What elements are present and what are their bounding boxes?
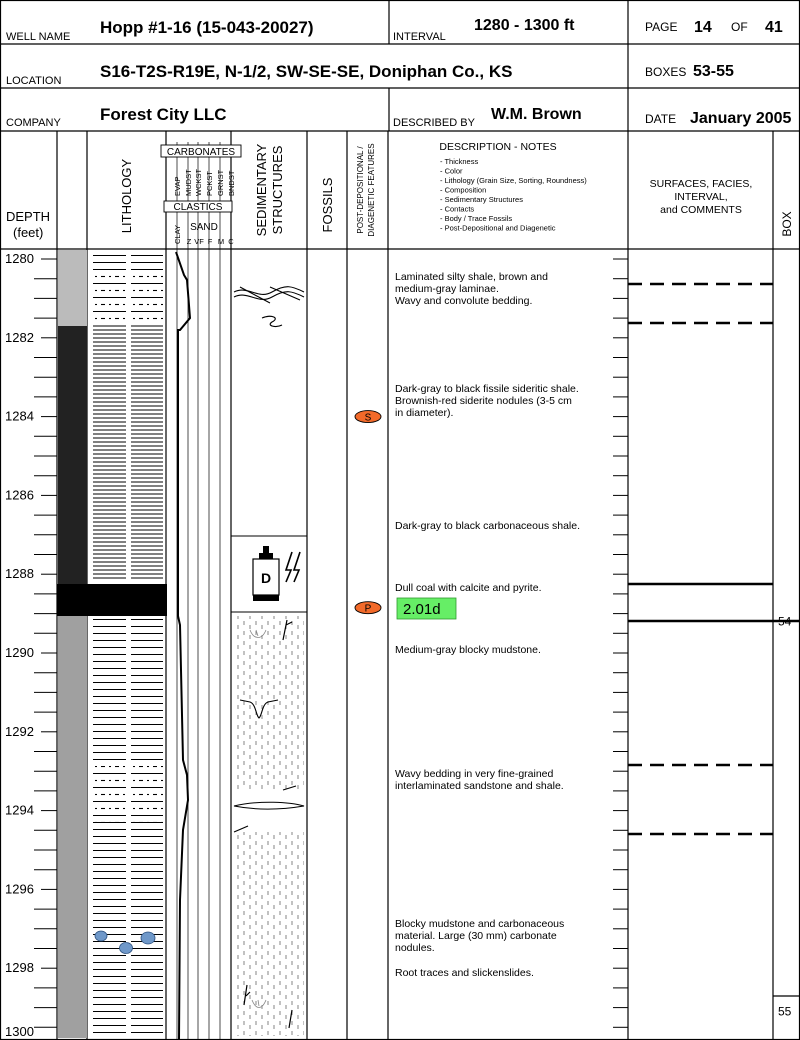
- depth-label: 1294: [5, 802, 34, 818]
- description-line: Dull coal with calcite and pyrite.: [395, 582, 542, 594]
- post-dep-heading-1: POST-DEPOSITIONAL /: [356, 146, 365, 234]
- company-value: Forest City LLC: [100, 105, 227, 124]
- depth-label: 1296: [5, 881, 34, 897]
- depth-label: 1282: [5, 329, 34, 345]
- sed-structures-heading-2: STRUCTURES: [270, 145, 285, 235]
- sand-heading: SAND: [190, 222, 218, 233]
- described-by-value: W.M. Brown: [491, 106, 582, 123]
- descriptions: [395, 271, 580, 979]
- desc-item-thickness: - Thickness: [440, 157, 479, 166]
- description-heading: DESCRIPTION - NOTES: [439, 141, 557, 153]
- post-dep-heading-2: DIAGENETIC FEATURES: [367, 143, 376, 237]
- well-name: Hopp #1-16 (15-043-20027): [100, 18, 314, 37]
- carb-bndst: BNDST: [227, 170, 236, 196]
- boxes-label: BOXES: [645, 65, 687, 79]
- surfaces-heading-3: and COMMENTS: [660, 204, 742, 216]
- description-line: nodules.: [395, 942, 435, 954]
- desc-item-lithology: - Lithology (Grain Size, Sorting, Roundness): [440, 176, 587, 185]
- carb-mudst: MUDST: [184, 169, 193, 196]
- description-line: in diameter).: [395, 407, 454, 419]
- sand-c: C: [228, 237, 234, 246]
- description-line: Wavy and convolute bedding.: [395, 295, 533, 307]
- box-labels: [778, 614, 792, 1018]
- company-label: COMPANY: [6, 117, 61, 129]
- carb-wckst: WCKST: [194, 168, 203, 196]
- date-value: January 2005: [690, 110, 792, 127]
- diagenetic-marker-s: [355, 411, 381, 424]
- description-line: interlaminated sandstone and shale.: [395, 780, 564, 792]
- date-label: DATE: [645, 112, 677, 126]
- box-heading: BOX: [780, 211, 794, 237]
- described-by-label: DESCRIBED BY: [393, 117, 475, 129]
- depth-label: 1300: [5, 1024, 34, 1039]
- description-line: material. Large (30 mm) carbonate: [395, 930, 557, 942]
- surfaces-column: [628, 284, 800, 834]
- description-tick-scale: [613, 259, 628, 1040]
- clastics-heading: CLASTICS: [173, 202, 223, 213]
- desc-item-contacts: - Contacts: [440, 204, 475, 214]
- grain-size-column: [176, 249, 220, 1040]
- page-number: 14: [694, 19, 712, 36]
- interval-label: INTERVAL: [393, 31, 446, 43]
- page-label: PAGE: [645, 20, 678, 34]
- desc-item-diagenetic: - Post-Depositional and Diagenetic: [440, 223, 556, 233]
- surfaces-heading-2: INTERVAL,: [674, 191, 728, 203]
- total-pages: 41: [765, 19, 783, 36]
- carb-pckst: PCKST: [205, 170, 214, 196]
- sand-f: F: [207, 237, 213, 246]
- depth-label: 1280: [5, 251, 34, 266]
- location-value: S16-T2S-R19E, N-1/2, SW-SE-SE, Doniphan Co., KS: [100, 62, 513, 81]
- description-line: Root traces and slickenslides.: [395, 967, 534, 979]
- description-line: medium-gray laminae.: [395, 283, 499, 295]
- depth-label: 1298: [5, 960, 34, 976]
- description-line: Dark-gray to black fissile sideritic shale.: [395, 383, 579, 395]
- of-label: OF: [731, 20, 748, 34]
- svg-text:P: P: [364, 603, 372, 615]
- lithology-heading: LITHOLOGY: [119, 158, 134, 234]
- well-name-label: WELL NAME: [6, 31, 71, 43]
- carb-grnst: GRNST: [216, 169, 225, 196]
- depth-label: 1286: [5, 487, 34, 503]
- convolute-bedding-symbol: [262, 316, 282, 326]
- surfaces-heading-1: SURFACES, FACIES,: [649, 178, 753, 190]
- vitrinite-value: 2.01d: [403, 601, 441, 618]
- description-line: Brownish-red siderite nodules (3-5 cm: [395, 395, 572, 407]
- carbonates-heading: CARBONATES: [166, 147, 236, 158]
- description-line: Medium-gray blocky mudstone.: [395, 644, 541, 656]
- sand-vf: VF: [194, 237, 204, 246]
- sedimentary-structures-column: [231, 287, 307, 1036]
- sand-z: Z: [186, 237, 192, 246]
- desc-item-composition: - Composition: [440, 185, 487, 195]
- svg-text:S: S: [364, 412, 372, 424]
- dewatering-symbol: [253, 546, 300, 601]
- description-line: Dark-gray to black carbonaceous shale.: [395, 520, 581, 532]
- color-column: [58, 250, 87, 1038]
- fossils-heading: FOSSILS: [320, 177, 335, 233]
- carb-evap: EVAP: [173, 176, 182, 196]
- clay-heading: CLAY: [173, 224, 182, 244]
- sand-m: M: [217, 237, 225, 246]
- boxes-value: 53-55: [693, 63, 734, 80]
- depth-heading-2: (feet): [13, 225, 44, 240]
- desc-item-sed-structures: - Sedimentary Structures: [440, 195, 523, 204]
- depth-label: 1292: [5, 723, 34, 739]
- box-number-label: 55: [778, 1004, 792, 1019]
- depth-scale: [5, 251, 57, 1040]
- depth-label: 1288: [5, 566, 34, 582]
- depth-label: 1290: [5, 645, 34, 660]
- description-line: Blocky mudstone and carbonaceous: [395, 918, 565, 930]
- vitrinite-reflectance: [397, 598, 456, 619]
- description-line: Wavy bedding in very fine-grained: [395, 768, 554, 780]
- depth-label: 1284: [5, 408, 34, 424]
- interval-value: 1280 - 1300 ft: [474, 17, 575, 34]
- diagenetic-marker-p: [355, 602, 381, 615]
- box-number-label: 54: [778, 614, 792, 629]
- wavy-bedding-symbol: [234, 287, 304, 303]
- svg-text:D: D: [260, 570, 272, 586]
- desc-item-fossils: - Body / Trace Fossils: [440, 214, 513, 223]
- location-label: LOCATION: [6, 75, 62, 87]
- sed-structures-heading-1: SEDIMENTARY: [254, 143, 269, 237]
- desc-item-color: - Color: [440, 166, 463, 176]
- description-line: Laminated silty shale, brown and: [395, 271, 548, 283]
- depth-heading-1: DEPTH: [6, 209, 51, 224]
- diagenetic-markers: [355, 411, 381, 615]
